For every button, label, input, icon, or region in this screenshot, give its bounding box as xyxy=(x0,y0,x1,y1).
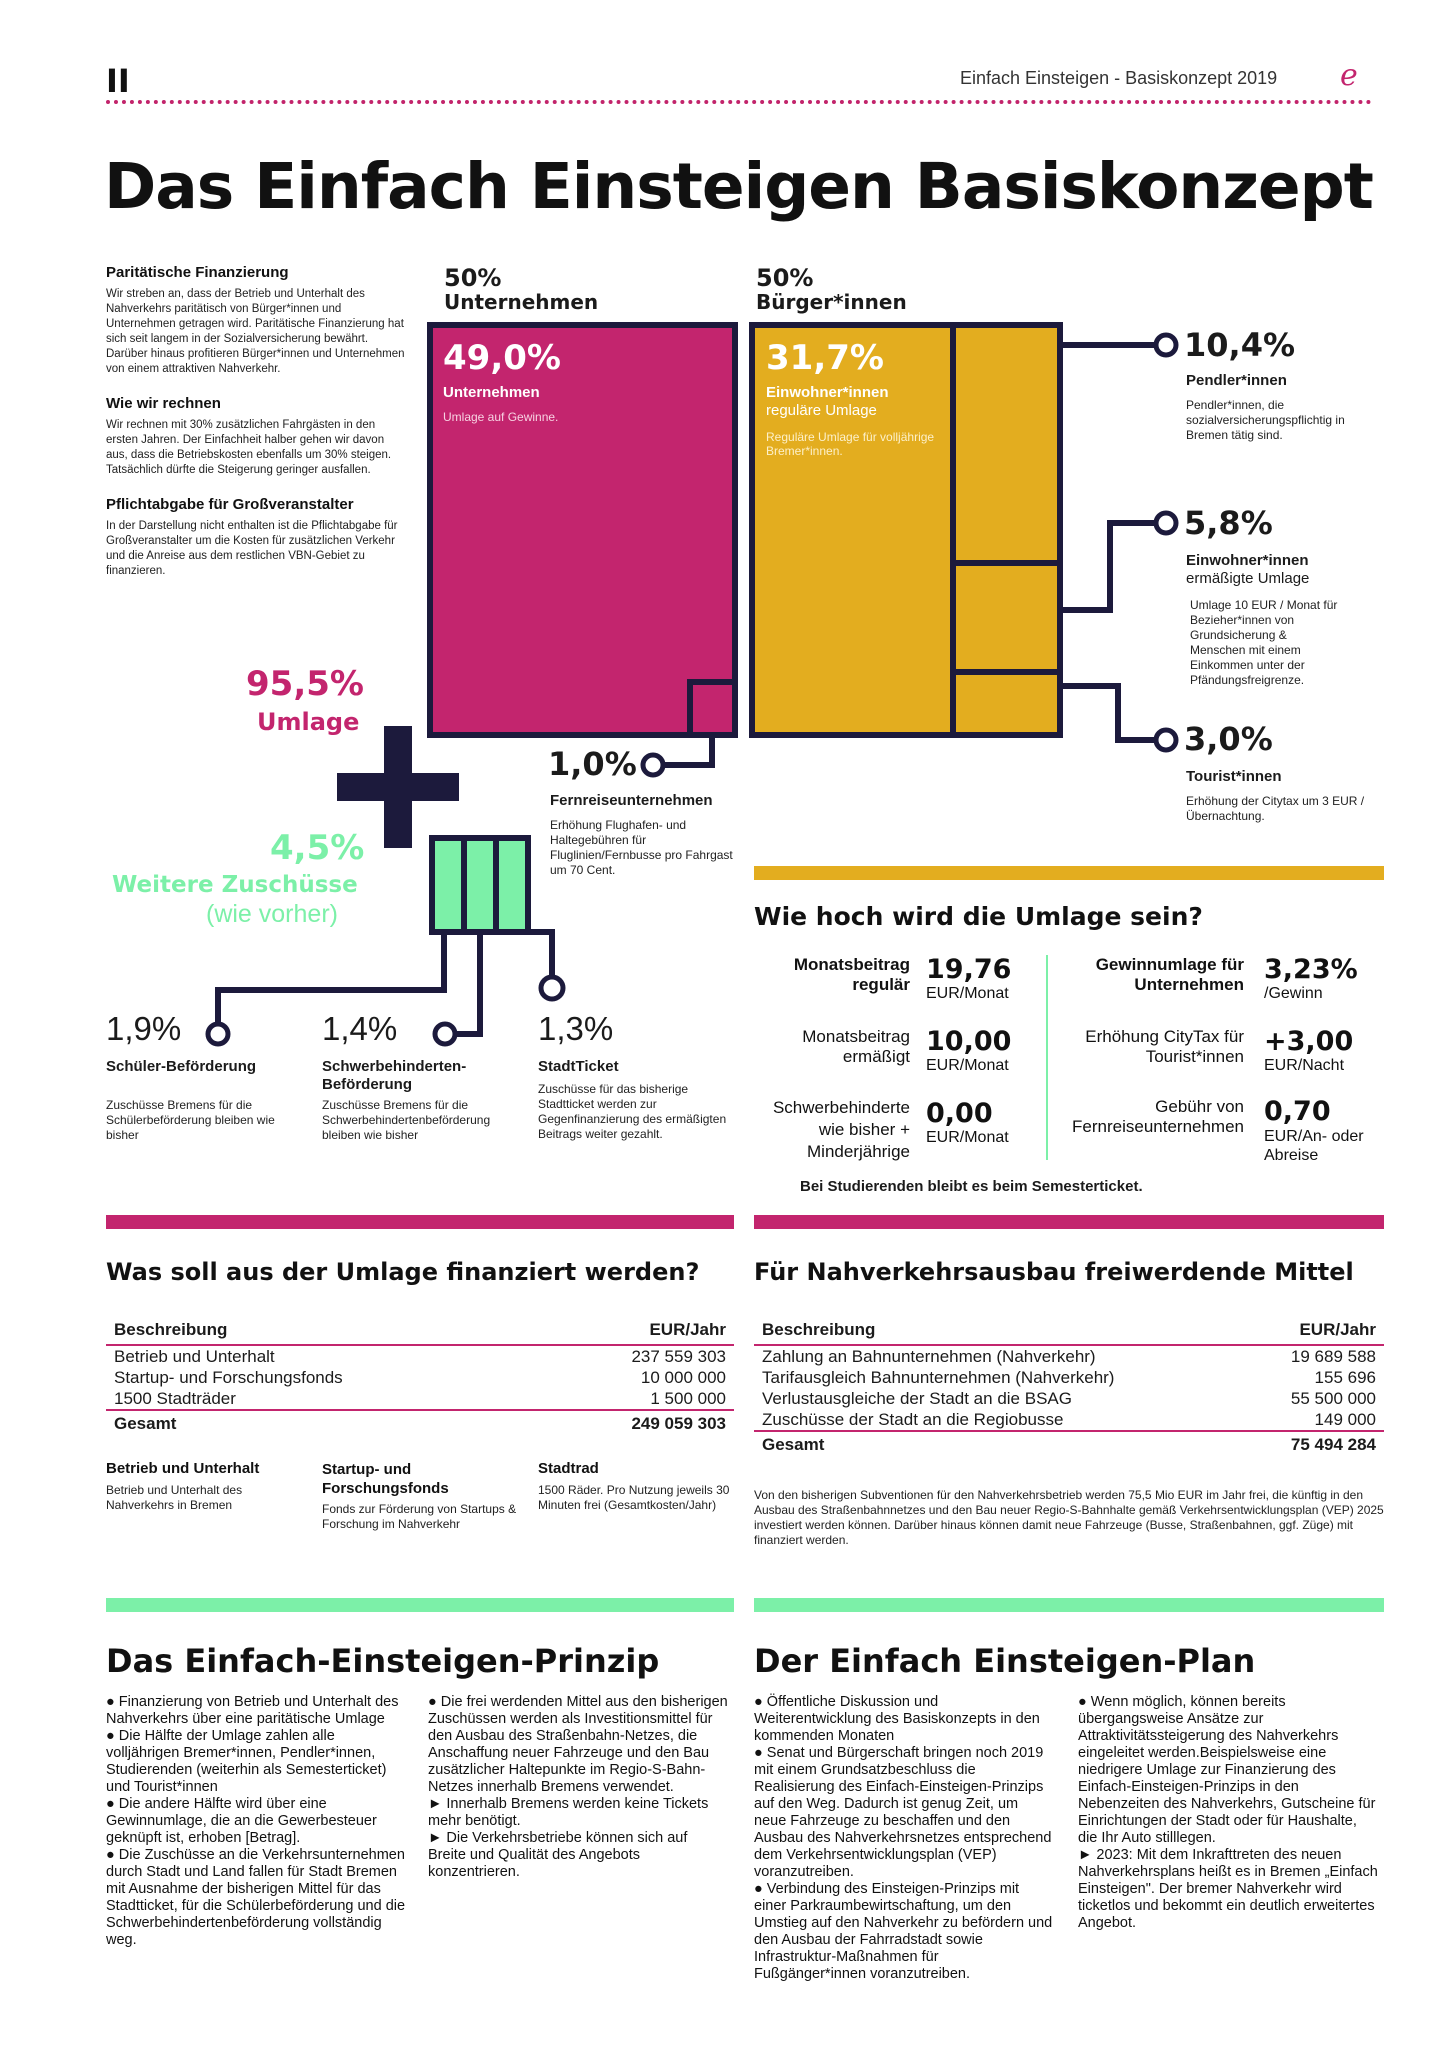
stadtticket-node xyxy=(541,977,563,999)
table-cell: Tarifausgleich Bahnunternehmen (Nahverkehr) xyxy=(762,1368,1115,1387)
schueler-pct: 1,9% xyxy=(106,1010,182,1047)
bullet-item: ► Innerhalb Bremens werden keine Tickets mehr benötigt. xyxy=(428,1796,709,1829)
unternehmen-block-label: Unternehmen xyxy=(443,384,540,401)
section-heading: Pflichtabgabe für Großveranstalter xyxy=(106,496,354,513)
umlage-table-title: Was soll aus der Umlage finanziert werden? xyxy=(106,1258,700,1286)
bullet-item: ● Finanzierung von Betrieb und Unterhalt des Nahverkehrs über eine paritätische Umlage xyxy=(106,1694,399,1727)
table-cell: 155 696 xyxy=(1314,1368,1376,1387)
table-total-row xyxy=(754,1431,1384,1455)
table-row xyxy=(754,1388,1384,1409)
umlage-table xyxy=(106,1318,734,1434)
fernreise-pct: 1,0% xyxy=(548,745,637,783)
unternehmen-header-pct: 50% xyxy=(444,264,502,292)
buerger-header-label: Bürger*innen xyxy=(756,290,907,314)
series-title: Einfach Einsteigen - Basiskonzept 2019 xyxy=(960,68,1278,88)
pendler-pct: 10,4% xyxy=(1184,326,1296,364)
umlage-stats xyxy=(754,955,1384,1170)
freed-table-note: Von den bisherigen Subventionen für den Nahverkehrsbetrieb werden 75,5 Mio EUR im Jahr frei, die künftig in den Ausbau des Straßenbahnnetzes und den Bau neuer Regio-S-Bahnhalte gemäß Verkehrsentwicklungsplan (VEP) 2025 investiert werden können. Darüber hinaus können damit neue Fahrzeuge (Busse, Straßenbahnen, ggf. Züge) mit finanziert werden. xyxy=(754,1488,1384,1547)
stat-unit: EUR/Monat xyxy=(926,1057,1009,1074)
section-text: In der Darstellung nicht enthalten ist die Pflichtabgabe für Großveranstalter um die Kosten für zusätzlichen Verkehr und die Anreise aus dem restlichen VBN-Gebiet zu finanzieren. xyxy=(106,520,398,577)
table-row xyxy=(106,1367,734,1388)
stat-unit: EUR/Nacht xyxy=(1264,1057,1345,1074)
col-header: EUR/Jahr xyxy=(1248,1318,1384,1345)
note-heading: Betrieb und Unterhalt xyxy=(106,1460,260,1477)
ermaessigt-label: Einwohner*innen xyxy=(1186,552,1309,569)
section-heading: Wie wir rechnen xyxy=(106,395,221,412)
note-text: 1500 Räder. Pro Nutzung jeweils 30 Minuten frei (Gesamtkosten/Jahr) xyxy=(538,1483,730,1512)
stadtticket-connector xyxy=(512,932,552,978)
schwerbehindert-label: Schwerbehinderten-Beförderung xyxy=(322,1058,467,1093)
stats-divider xyxy=(1046,955,1048,1160)
ermaessigt-note: Umlage 10 EUR / Monat für Bezieher*innen von Grundsicherung & Menschen mit einem Einkommen unter der Pfändungsfreigrenze. xyxy=(1190,598,1338,687)
freed-table-title: Für Nahverkehrsausbau freiwerdende Mittel xyxy=(754,1258,1354,1286)
magenta-divider xyxy=(106,1215,734,1229)
section-text: Wir rechnen mit 30% zusätzlichen Fahrgästen in den ersten Jahren. Der Einfachheit halber gehen wir davon aus, dass die Betriebskosten ebenfalls um 30% steigen. Tatsächlich dürfte die Steigerung geringer ausfallen. xyxy=(106,419,392,476)
semesterticket-note: Bei Studierenden bleibt es beim Semesterticket. xyxy=(800,1178,1143,1195)
table-total-row xyxy=(106,1410,734,1434)
schwerbehindert-node xyxy=(435,1024,455,1044)
tourist-connector xyxy=(1060,686,1160,740)
brand-logo: e xyxy=(1340,58,1358,93)
stadtticket-label: StadtTicket xyxy=(538,1058,619,1075)
tourist-pct: 3,0% xyxy=(1184,720,1273,758)
schwerbehindert-connector xyxy=(452,932,480,1034)
table-row xyxy=(754,1367,1384,1388)
stat-row xyxy=(754,955,910,995)
fernreise-subblock xyxy=(690,682,735,735)
table-cell: Gesamt xyxy=(106,1410,539,1434)
table-cell: 55 500 000 xyxy=(1290,1389,1376,1408)
stat-row xyxy=(1054,955,1244,995)
zuschuesse-label: Weitere Zuschüsse xyxy=(112,872,358,898)
bullet-item: ► Die Verkehrsbetriebe können sich auf Breite und Qualität des Angebots konzentrieren. xyxy=(428,1830,688,1880)
note-text: Fonds zur Förderung von Startups & Forschung im Nahverkehr xyxy=(322,1502,517,1531)
tourist-node xyxy=(1156,730,1176,750)
pendler-node xyxy=(1156,335,1176,355)
table-cell: Gesamt xyxy=(754,1431,1248,1455)
plan-col2 xyxy=(1078,1694,1378,1932)
umlage-pct: 95,5% xyxy=(246,664,364,704)
table-cell: 149 000 xyxy=(1314,1410,1376,1429)
stat-value: 10,00 xyxy=(926,1026,1012,1057)
stat-value-group xyxy=(926,1027,1011,1075)
einwohner-block-pct: 31,7% xyxy=(766,338,884,378)
table-cell: Zahlung an Bahnunternehmen (Nahverkehr) xyxy=(762,1347,1096,1366)
table-cell: 1500 Stadträder xyxy=(114,1389,236,1408)
stat-value: 0,70 xyxy=(1264,1096,1331,1127)
stat-value: 0,00 xyxy=(926,1098,993,1129)
umlage-note xyxy=(106,1460,306,1513)
bullet-item: ● Senat und Bürgerschaft bringen noch 2019 mit einem Grundsatzbeschluss die Realisierung des Einfach-Einsteigen-Prinzips auf den Weg. Dadurch ist genug Zeit, um neue Fahrzeuge zu beschaffen und den Ausbau des Nahverkehrsnetzes entsprechend dem Verkehrsentwicklungsplan (VEP) voranzutreiben. xyxy=(754,1745,1052,1880)
zuschuesse-block xyxy=(432,838,528,932)
bullet-item: ► 2023: Mit dem Inkrafttreten des neuen Nahverkehrsplans heißt es in Bremen „Einfach Einsteigen". Der bremer Nahverkehr wird ticketlos und bekommt ein deutlich erweitertes Angebot. xyxy=(1078,1847,1378,1931)
prinzip-title: Das Einfach-Einsteigen-Prinzip xyxy=(106,1642,660,1680)
pendler-label: Pendler*innen xyxy=(1186,372,1287,389)
plan-col1 xyxy=(754,1694,1054,1983)
col-header: Beschreibung xyxy=(106,1318,539,1345)
einwohner-block-sub: reguläre Umlage xyxy=(766,402,877,419)
umlage-title: Wie hoch wird die Umlage sein? xyxy=(754,902,1203,931)
stadtticket-pct: 1,3% xyxy=(538,1010,614,1047)
unternehmen-block-note: Umlage auf Gewinne. xyxy=(443,410,559,424)
stat-row xyxy=(1054,1097,1244,1137)
table-row xyxy=(106,1345,734,1367)
umlage-note xyxy=(538,1460,738,1513)
bullet-item: ● Wenn möglich, können bereits übergangsweise Ansätze zur Attraktivitätssteigerung des Nahverkehrs eingeleitet werden.Beispielsweise eine niedrigere Umlage zur Finanzierung des Einfach-Einsteigen-Prinzips in den Nebenzeiten des Nahverkehrs, Gutscheine für Einrichtungen der Stadt oder für Haushalte, die Ihr Auto stilllegen. xyxy=(1078,1694,1376,1846)
note-heading: Stadtrad xyxy=(538,1460,599,1477)
bullet-item: ● Die Hälfte der Umlage zahlen alle volljährigen Bremer*innen, Pendler*innen, Studierenden (weiterhin als Semesterticket) und Tourist*innen xyxy=(106,1728,387,1795)
plus-icon xyxy=(337,773,459,801)
stat-unit: EUR/Monat xyxy=(926,1129,1009,1146)
table-row xyxy=(754,1345,1384,1367)
mint-divider xyxy=(754,1598,1384,1612)
umlage-label: Umlage xyxy=(257,708,360,736)
page-number: II xyxy=(106,62,130,100)
stat-value: 3,23% xyxy=(1264,954,1358,985)
mint-divider xyxy=(106,1598,734,1612)
schueler-label: Schüler-Beförderung xyxy=(106,1058,257,1075)
fernreise-node xyxy=(643,755,663,775)
umlage-note xyxy=(322,1460,522,1532)
table-cell: Verlustausgleiche der Stadt an die BSAG xyxy=(762,1389,1072,1408)
table-row xyxy=(106,1388,734,1410)
ermaessigt-sub: ermäßigte Umlage xyxy=(1186,570,1310,587)
stat-label: Gewinnumlage für Unternehmen xyxy=(1095,955,1244,994)
table-cell: Startup- und Forschungsfonds xyxy=(114,1368,343,1387)
stat-label: Schwerbehinderte wie bisher + Minderjährige xyxy=(772,1098,910,1161)
stat-label: Monatsbeitrag ermäßigt xyxy=(802,1027,910,1066)
schwerbehindert-note: Zuschüsse Bremens für die Schwerbehindertenbeförderung bleiben wie bisher xyxy=(322,1098,491,1142)
stat-label: Monatsbeitrag regulär xyxy=(793,955,910,994)
ermaessigt-pct: 5,8% xyxy=(1184,504,1273,542)
stat-value: +3,00 xyxy=(1264,1026,1354,1057)
magenta-divider xyxy=(754,1215,1384,1229)
table-cell: 19 689 588 xyxy=(1290,1347,1376,1366)
stat-value-group xyxy=(1264,1097,1384,1165)
freed-table xyxy=(754,1318,1384,1455)
stat-value-group xyxy=(926,955,1011,1003)
table-cell: 1 500 000 xyxy=(650,1389,726,1408)
fernreise-label: Fernreiseunternehmen xyxy=(550,792,713,809)
yellow-divider xyxy=(754,866,1384,880)
bullet-item: ● Öffentliche Diskussion und Weiterentwicklung des Basiskonzepts in den kommenden Monaten xyxy=(754,1694,1040,1744)
schueler-note: Zuschüsse Bremens für die Schülerbeförderung bleiben wie bisher xyxy=(106,1098,275,1142)
table-cell: 75 494 284 xyxy=(1248,1431,1384,1455)
pendler-note: Pendler*innen, die sozialversicherungspflichtig in Bremen tätig sind. xyxy=(1186,398,1345,442)
unternehmen-block-pct: 49,0% xyxy=(443,338,561,378)
prinzip-col1 xyxy=(106,1694,406,1949)
tourist-note: Erhöhung der Citytax um 3 EUR / Übernachtung. xyxy=(1186,794,1365,823)
stat-value-group xyxy=(926,1099,1009,1147)
stat-unit: EUR/An- oder Abreise xyxy=(1264,1128,1364,1164)
note-heading: Startup- und Forschungsfonds xyxy=(322,1461,449,1497)
stat-row xyxy=(1054,1027,1244,1067)
fernreise-connector xyxy=(660,735,712,765)
stat-row xyxy=(754,1097,910,1163)
einwohner-block-note: Reguläre Umlage für volljährige Bremer*innen. xyxy=(766,430,935,458)
zuschuesse-pct: 4,5% xyxy=(270,828,365,868)
stat-row xyxy=(754,1027,910,1067)
stat-unit: /Gewinn xyxy=(1264,985,1323,1002)
stadtticket-note: Zuschüsse für das bisherige Stadtticket werden zur Gegenfinanzierung des ermäßigten Beitrags weiter gezahlt. xyxy=(538,1082,727,1141)
bullet-item: ● Verbindung des Einsteigen-Prinzips mit einer Parkraumbewirtschaftung, um den Umstieg auf den Nahverkehr zu befördern und den Ausbau der Fahrradstadt sowie Infrastruktur-Maßnahmen für Fußgänger*innen voranzutreiben. xyxy=(754,1881,1053,1982)
page-title: Das Einfach Einsteigen Basiskonzept xyxy=(104,150,1373,223)
table-cell: 249 059 303 xyxy=(539,1410,734,1434)
bullet-item: ● Die andere Hälfte wird über eine Gewinnumlage, die an die Gewerbesteuer geknüpft ist, erhoben [Betrag]. xyxy=(106,1796,377,1846)
ermaessigt-connector xyxy=(1060,523,1160,610)
stat-value: 19,76 xyxy=(926,954,1012,985)
einwohner-block-label: Einwohner*innen xyxy=(766,384,889,401)
tourist-label: Tourist*innen xyxy=(1186,768,1282,785)
col-header: Beschreibung xyxy=(754,1318,1248,1345)
table-cell: 237 559 303 xyxy=(631,1347,726,1366)
stat-label: Gebühr von Fernreiseunternehmen xyxy=(1072,1097,1244,1136)
ermaessigt-node xyxy=(1156,513,1176,533)
zuschuesse-sub: (wie vorher) xyxy=(206,900,338,928)
stat-unit: EUR/Monat xyxy=(926,985,1009,1002)
col-header: EUR/Jahr xyxy=(539,1318,734,1345)
buerger-header-pct: 50% xyxy=(756,264,814,292)
stat-value-group xyxy=(1264,1027,1384,1075)
plan-title: Der Einfach Einsteigen-Plan xyxy=(754,1642,1256,1680)
bullet-item: ● Die frei werdenden Mittel aus den bisherigen Zuschüssen werden als Investitionsmittel für den Ausbau des Straßenbahn-Netzes, die Anschaffung neuer Fahrzeuge und den Bau zusätzlicher Haltepunkte im Regio-S-Bahn-Netzes innerhalb Bremens verwendet. xyxy=(428,1694,728,1795)
bullet-item: ● Die Zuschüsse an die Verkehrsunternehmen durch Stadt und Land fallen für Stadt Bremen mit Ausnahme der bisherigen Mittel für das Stadtticket, für die Schülerbeförderung und die Schwerbehindertenbeförderung vollständig weg. xyxy=(106,1847,406,1948)
prinzip-col2 xyxy=(428,1694,728,1881)
schwerbehindert-pct: 1,4% xyxy=(322,1010,398,1047)
schueler-node xyxy=(208,1024,228,1044)
section-heading: Paritätische Finanzierung xyxy=(106,264,289,281)
table-cell: Zuschüsse der Stadt an die Regiobusse xyxy=(762,1410,1064,1429)
note-text: Betrieb und Unterhalt des Nahverkehrs in Bremen xyxy=(106,1483,243,1512)
fernreise-note: Erhöhung Flughafen- und Haltegebühren für Fluglinien/Fernbusse pro Fahrgast um 70 Cent. xyxy=(550,818,733,877)
stat-label: Erhöhung CityTax für Tourist*innen xyxy=(1085,1027,1244,1066)
table-cell: Betrieb und Unterhalt xyxy=(114,1347,275,1366)
section-text: Wir streben an, dass der Betrieb und Unterhalt des Nahverkehrs paritätisch von Bürger*innen und Unternehmen getragen wird. Paritätische Finanzierung hat sich seit langem in der Sozialversicherung bewährt. Darüber hinaus profitieren Bürger*innen und Unternehmen von einem attraktiven Nahverkehr. xyxy=(106,288,405,375)
table-row xyxy=(754,1409,1384,1431)
stat-value-group xyxy=(1264,955,1384,1003)
unternehmen-header-label: Unternehmen xyxy=(444,290,599,314)
table-cell: 10 000 000 xyxy=(640,1368,726,1387)
